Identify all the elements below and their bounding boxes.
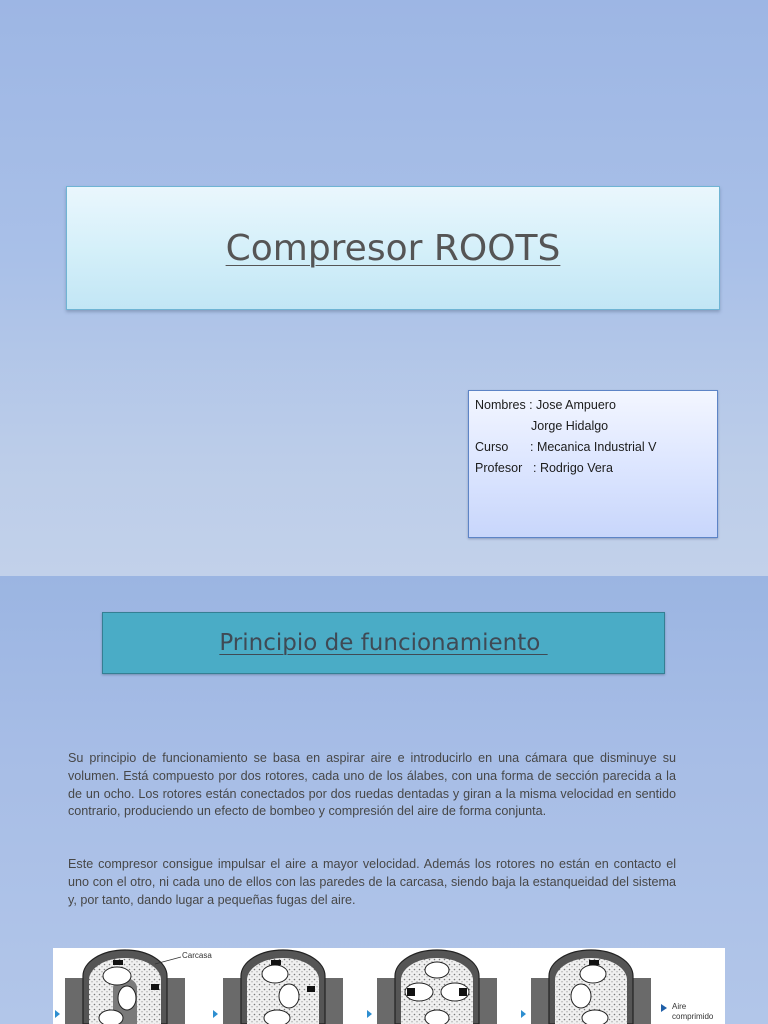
rotor-lobe <box>279 984 299 1008</box>
seal-mark <box>407 988 415 996</box>
arrow-icon <box>213 1010 218 1018</box>
nombres-value-2: Jorge Hidalgo <box>531 419 609 433</box>
info-row-nombres <box>475 395 717 416</box>
seal-mark <box>307 986 315 992</box>
label-aire: Aire <box>672 1002 687 1011</box>
section-title: Principio de funcionamiento <box>219 630 548 656</box>
diagram-stage-4 <box>521 950 714 1024</box>
diagram-stage-3 <box>367 950 497 1024</box>
label-comprimido: comprimido <box>672 1012 714 1021</box>
arrow-icon <box>521 1010 526 1018</box>
curso-value: : Mecanica Industrial V <box>530 440 657 454</box>
roots-compressor-diagram <box>53 948 725 1024</box>
content-slide <box>0 576 768 1024</box>
output-arrow-icon <box>661 1004 667 1012</box>
rotor-lobe <box>99 1010 123 1024</box>
seal-mark <box>113 960 123 965</box>
diagram-stage-1 <box>55 950 212 1024</box>
arrow-icon <box>367 1010 372 1018</box>
rotor-lobe <box>103 967 131 985</box>
rotor-lobe <box>425 1010 449 1024</box>
paragraph-principle: Su principio de funcionamiento se basa en aspirar aire e introducirlo en una cámara que disminuye su volumen. Está compuesto por dos rotores, cada uno de los álabes, con una forma de sección parecida a la de un ocho. Los rotores están conectados por dos ruedas dentadas y giran a la misma velocidad en sentido contrario, produciendo un efecto de bombeo y compresión del aire de forma conjunta. <box>68 751 676 819</box>
rotor-lobe <box>582 1010 608 1024</box>
seal-mark <box>271 960 281 965</box>
arrow-icon <box>55 1010 60 1018</box>
seal-mark <box>589 960 599 965</box>
rotor-lobe <box>580 965 606 983</box>
paragraph-description: Este compresor consigue impulsar el aire a mayor velocidad. Además los rotores no están en contacto el uno con el otro, ni cada uno de ellos con las paredes de la carcasa, siendo baja la estanqueidad del sistema y, por tanto, dando lugar a pequeñas fugas del aire. <box>68 857 676 907</box>
rotor-lobe <box>425 962 449 978</box>
presentation-title: Compresor ROOTS <box>225 227 561 269</box>
title-box <box>66 186 720 310</box>
rotor-lobe <box>571 984 591 1008</box>
seal-mark <box>459 988 467 996</box>
profesor-value: : Rodrigo Vera <box>533 461 613 475</box>
nombres-value-1: Jose Ampuero <box>536 398 616 412</box>
author-info-box <box>468 390 718 538</box>
nombres-label: Nombres : <box>475 398 533 412</box>
rotor-lobe <box>262 965 288 983</box>
profesor-label: Profesor <box>475 461 523 475</box>
info-row-nombres-2 <box>475 416 717 437</box>
rotor-lobe <box>264 1010 290 1024</box>
label-carcasa: Carcasa <box>182 951 212 960</box>
curso-label: Curso <box>475 440 509 454</box>
diagram-stage-2 <box>213 950 343 1024</box>
seal-mark <box>151 984 159 990</box>
rotor-lobe <box>118 986 136 1010</box>
info-row-profesor <box>475 458 717 479</box>
diagram-svg <box>53 948 725 1024</box>
section-title-box <box>102 612 665 674</box>
info-row-curso <box>475 437 717 458</box>
